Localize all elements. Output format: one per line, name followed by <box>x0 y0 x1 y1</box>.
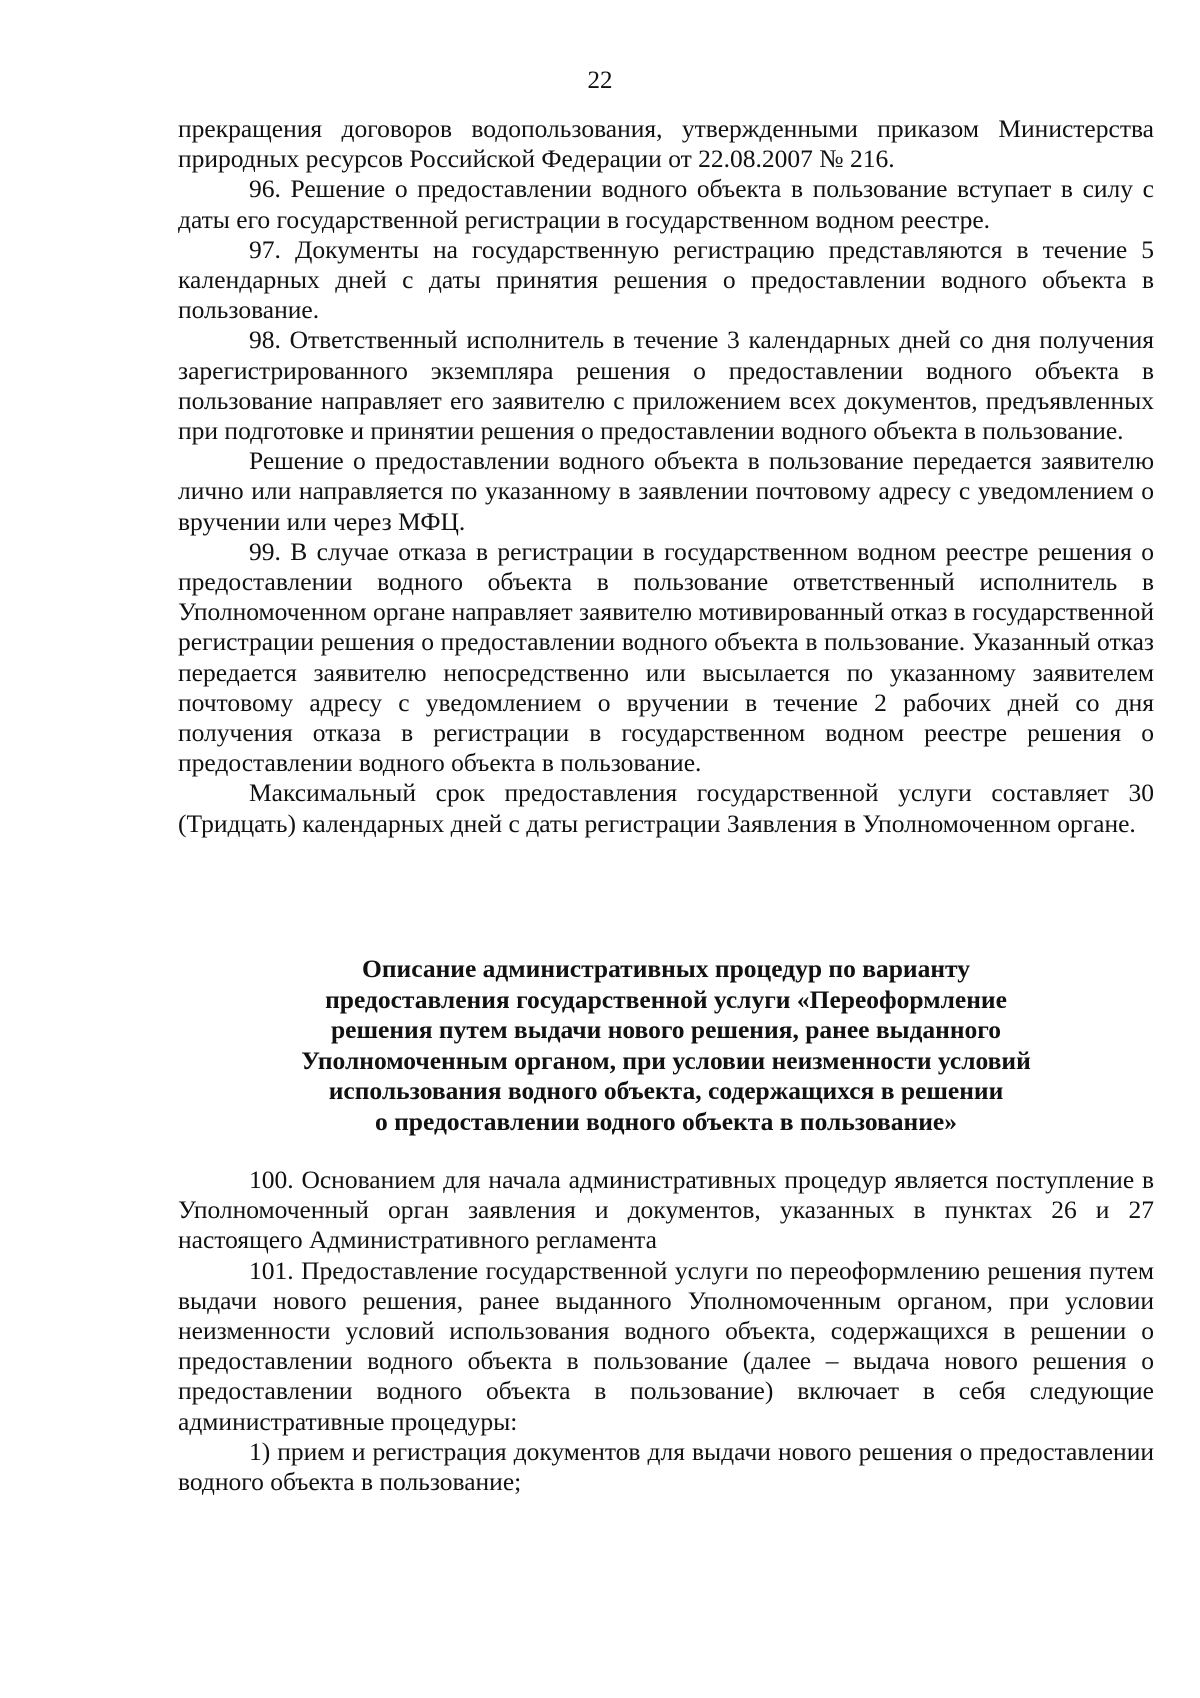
page-number: 22 <box>587 67 613 94</box>
paragraph-98-decision-delivery: Решение о предоставлении водного объекта в пользование передается заявителю лично или направляется по указанному в заявлении почтовому адресу с уведомлением о вручении или через МФЦ. <box>178 446 1154 536</box>
paragraph-96: 96. Решение о предоставлении водного объекта в пользование вступает в силу с даты его государственной регистрации в государственном водном реестре. <box>178 174 1154 234</box>
paragraph-98: 98. Ответственный исполнитель в течение 3 календарных дней со дня получения зарегистрированного экземпляра решения о предоставлении водного объекта в пользование направляет его заявителю с приложением всех документов, предъявленных при подготовке и принятии решения о предоставлении водного объекта в пользование. <box>178 325 1154 446</box>
section-heading <box>178 954 1154 1137</box>
section-heading-line: решения путем выдачи нового решения, ранее выданного <box>331 1015 1001 1044</box>
section-heading-line: предоставления государственной услуги «Переоформление <box>325 984 1007 1014</box>
paragraph-100: 100. Основанием для начала административных процедур является поступление в Уполномоченный орган заявления и документов, указанных в пунктах 26 и 27 настоящего Административного регламента <box>178 1165 1154 1255</box>
section-heading-line: о предоставлении водного объекта в пользование» <box>374 1106 957 1136</box>
section-heading-line: Описание административных процедур по варианту <box>361 954 970 983</box>
paragraph-97: 97. Документы на государственную регистрацию представляются в течение 5 календарных дней с даты принятия решения о предоставлении водного объекта в пользование. <box>178 234 1154 325</box>
paragraph-max-term: Максимальный срок предоставления государственной услуги составляет 30 (Тридцать) календарных дней с даты регистрации Заявления в Уполномоченном органе. <box>178 778 1154 838</box>
section-heading-line: использования водного объекта, содержащихся в решении <box>328 1076 1004 1105</box>
paragraph-99: 99. В случае отказа в регистрации в государственном водном реестре решения о предоставлении водного объекта в пользование ответственный исполнитель в Уполномоченном органе направляет заявителю мотивированный отказ в государственной регистрации решения о предоставлении водного объекта в пользование. Указанный отказ передается заявителю непосредственно или высылается по указанному заявителем почтовому адресу с уведомлением о вручении в течение 2 рабочих дней со дня получения отказа в регистрации в государственном водном реестре решения о предоставлении водного объекта в пользование. <box>178 536 1154 778</box>
document-body-bottom <box>178 1165 1154 1497</box>
document-body-top <box>178 114 1154 839</box>
paragraph-101: 101. Предоставление государственной услуги по переоформлению решения путем выдачи нового решения, ранее выданного Уполномоченным органом, при условии неизменности условий использования водного объекта, содержащихся в решении о предоставлении водного объекта в пользование (далее – выдача нового решения о предоставлении водного объекта в пользование) включает в себя следующие административные процедуры: <box>178 1255 1154 1436</box>
paragraph-101-item-1: 1) прием и регистрация документов для выдачи нового решения о предоставлении водного объекта в пользование; <box>178 1436 1154 1497</box>
paragraph-continuation: прекращения договоров водопользования, утвержденными приказом Министерства природных ресурсов Российской Федерации от 22.08.2007 № 216. <box>178 114 1154 174</box>
section-heading-line: Уполномоченным органом, при условии неизменности условий <box>301 1045 1031 1075</box>
